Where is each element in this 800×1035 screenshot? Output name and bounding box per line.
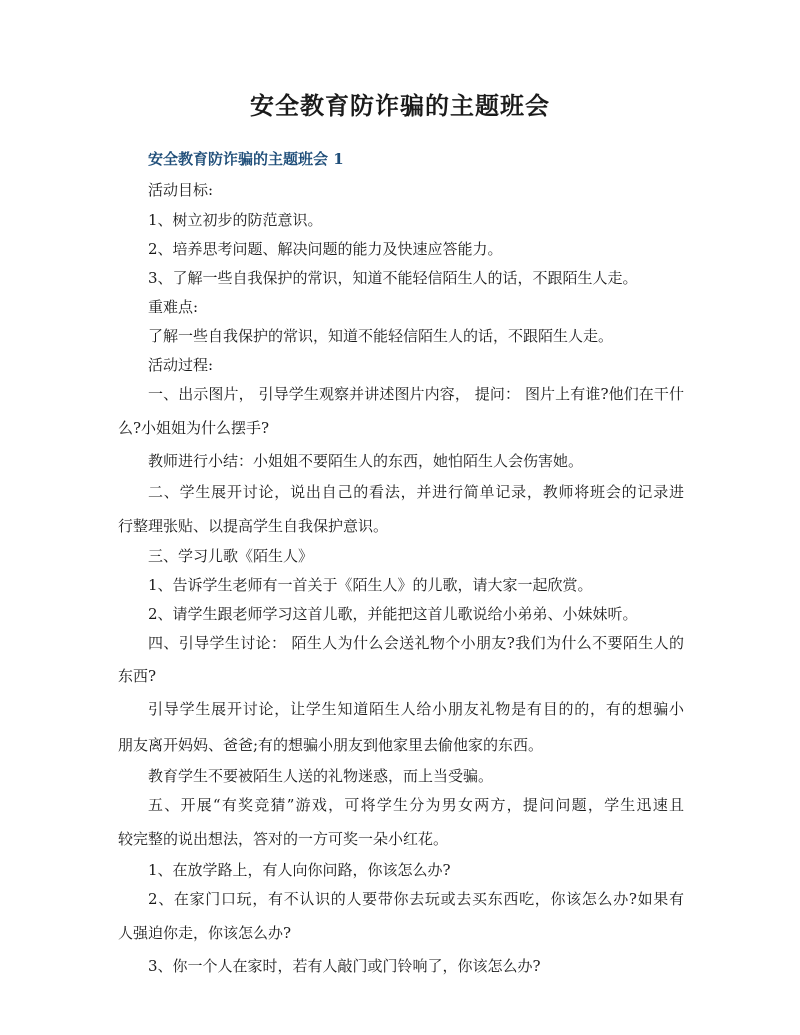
paragraph-line: 了解一些自我保护的常识，知道不能轻信陌生人的话，不跟陌生人走。: [148, 327, 614, 345]
paragraph-line: 引导学生展开讨论，让学生知道陌生人给小朋友礼物是有目的的，有的想骗小: [148, 700, 684, 718]
document-title: 安全教育防诈骗的主题班会: [250, 91, 550, 120]
paragraph-line: 教育学生不要被陌生人送的礼物迷惑，而上当受骗。: [148, 767, 494, 785]
section-heading: 安全教育防诈骗的主题班会 1: [148, 150, 344, 168]
paragraph-line: 活动过程:: [148, 356, 214, 374]
paragraph-line: 3、了解一些自我保护的常识，知道不能轻信陌生人的话，不跟陌生人走。: [148, 269, 638, 287]
paragraph-line: 2、培养思考问题、解决问题的能力及快速应答能力。: [148, 240, 503, 258]
paragraph-line: 重难点:: [148, 298, 199, 316]
paragraph-line: 朋友离开妈妈、爸爸;有的想骗小朋友到他家里去偷他家的东西。: [118, 736, 544, 754]
paragraph-line: 教师进行小结：小姐姐不要陌生人的东西，她怕陌生人会伤害她。: [148, 452, 584, 470]
paragraph-line: 行整理张贴、以提高学生自我保护意识。: [118, 517, 389, 535]
paragraph-line: 么?小姐姐为什么摆手?: [118, 419, 270, 437]
paragraph-line: 1、在放学路上，有人向你问路，你该怎么办?: [148, 861, 451, 879]
paragraph-line: 五、开展“有奖竞猜”游戏，可将学生分为男女两方，提问问题，学生迅速且: [148, 796, 684, 814]
paragraph-line: 1、树立初步的防范意识。: [148, 211, 323, 229]
paragraph-line: 东西?: [118, 667, 157, 685]
paragraph-line: 四、引导学生讨论： 陌生人为什么会送礼物个小朋友?我们为什么不要陌生人的: [148, 634, 684, 652]
paragraph-line: 3、你一个人在家时，若有人敲门或门铃响了，你该怎么办?: [148, 957, 541, 975]
paragraph-line: 1、告诉学生老师有一首关于《陌生人》的儿歌，请大家一起欣赏。: [148, 576, 593, 594]
paragraph-line: 2、请学生跟老师学习这首儿歌，并能把这首儿歌说给小弟弟、小妹妹听。: [148, 605, 638, 623]
paragraph-line: 三、学习儿歌《陌生人》: [148, 547, 314, 565]
paragraph-line: 2、在家门口玩，有不认识的人要带你去玩或去买东西吃，你该怎么办?如果有: [148, 890, 684, 908]
paragraph-line: 人强迫你走，你该怎么办?: [118, 924, 292, 942]
paragraph-line: 较完整的说出想法，答对的一方可奖一朵小红花。: [118, 830, 449, 848]
paragraph-line: 二、学生展开讨论，说出自己的看法，并进行简单记录，教师将班会的记录进: [148, 483, 684, 501]
paragraph-line: 一、出示图片， 引导学生观察并讲述图片内容， 提问： 图片上有谁?他们在干什: [148, 385, 684, 403]
paragraph-line: 活动目标:: [148, 181, 214, 199]
